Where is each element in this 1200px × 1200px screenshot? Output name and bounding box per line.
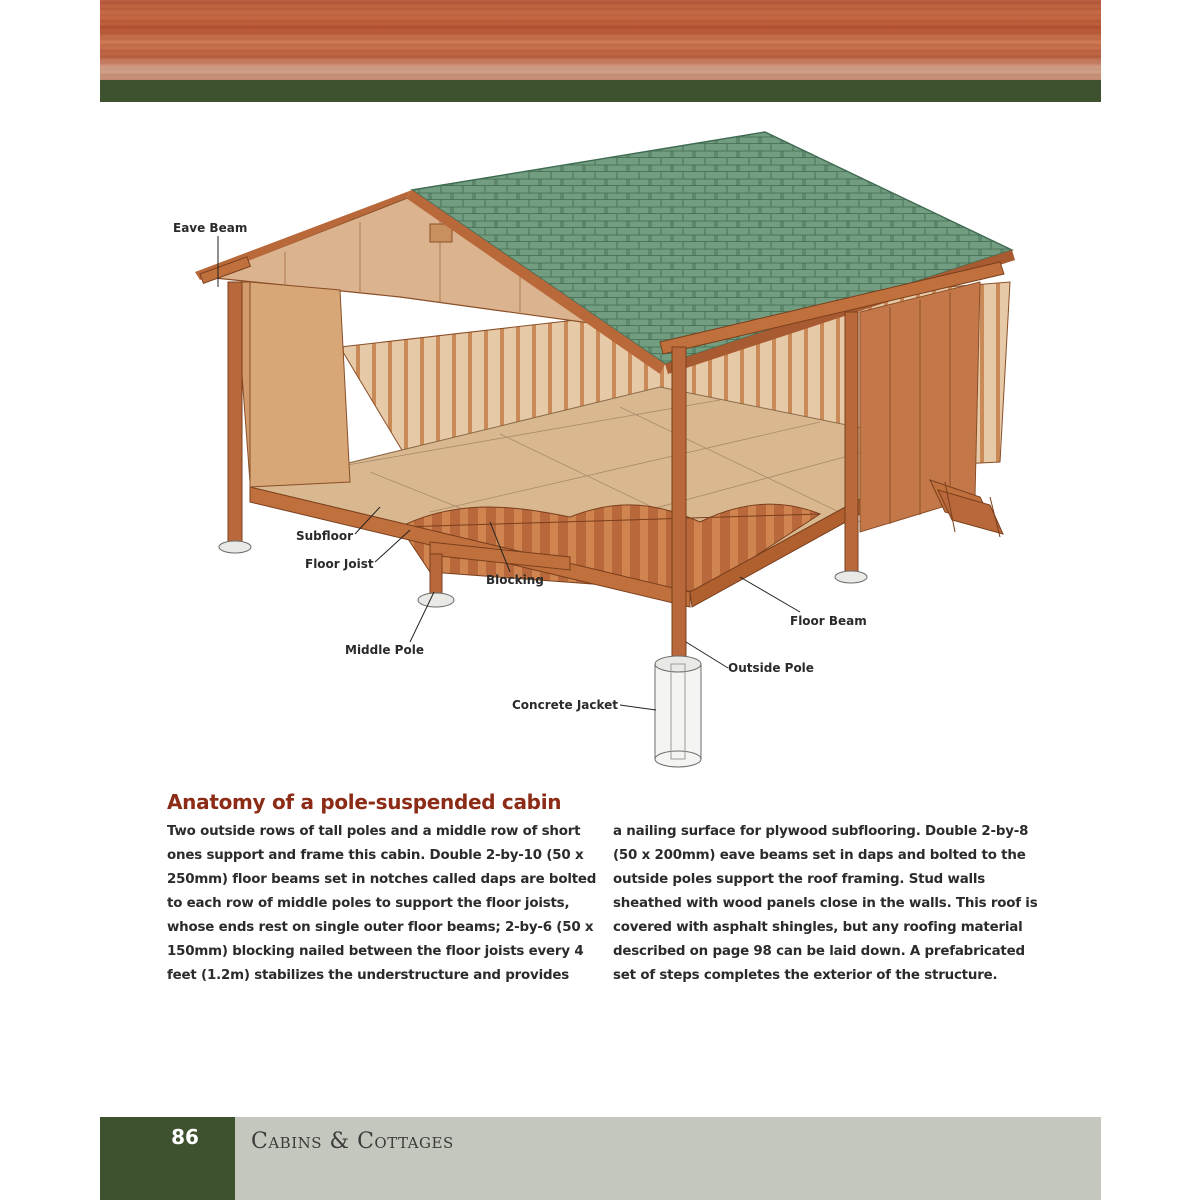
running-title: Cabins & Cottages	[251, 1129, 454, 1154]
cabin-illustration	[100, 102, 1101, 782]
page-number: 86	[171, 1125, 199, 1149]
label-floor-joist: Floor Joist	[305, 557, 374, 571]
label-middle-pole: Middle Pole	[345, 643, 424, 657]
book-page	[100, 0, 1101, 1200]
label-subfloor: Subfloor	[296, 529, 354, 543]
label-eave-beam: Eave Beam	[173, 221, 248, 235]
label-floor-beam: Floor Beam	[790, 614, 867, 628]
header-wood-band	[100, 0, 1101, 80]
page-number-box	[100, 1117, 235, 1200]
page-footer	[100, 1117, 1101, 1200]
article-column-right: a nailing surface for plywood subflooring. Double 2-by-8 (50 x 200mm) eave beams set in daps and bolted to the outside poles support the roof framing. Stud walls sheathed with wood panels close in the walls. This roof is covered with asphalt shingles, but any roofing material described on page 98 can be laid down. A prefabricated set of steps completes the exterior of the structure.	[613, 824, 1038, 983]
callout-floor-beam	[740, 577, 867, 628]
label-blocking: Blocking	[486, 573, 544, 587]
concrete-jacket	[655, 656, 701, 767]
label-concrete-jacket: Concrete Jacket	[512, 698, 619, 712]
article-heading: Anatomy of a pole-suspended cabin	[167, 790, 562, 814]
label-outside-pole: Outside Pole	[728, 661, 814, 675]
callout-concrete-jacket	[512, 698, 656, 712]
callout-outside-pole	[686, 642, 814, 675]
article-column-left: Two outside rows of tall poles and a middle row of short ones support and frame this cabin. Double 2-by-10 (50 x 250mm) floor beams set in notches called daps are bolted to each row of middle poles to support the floor joists, whose ends rest on single outer floor beams; 2-by-6 (50 x 150mm) blocking nailed between the floor joists every 4 feet (1.2m) stabilizes the understructure and provides	[167, 824, 597, 983]
header-green-band	[100, 80, 1101, 102]
running-title-box	[235, 1117, 1101, 1200]
